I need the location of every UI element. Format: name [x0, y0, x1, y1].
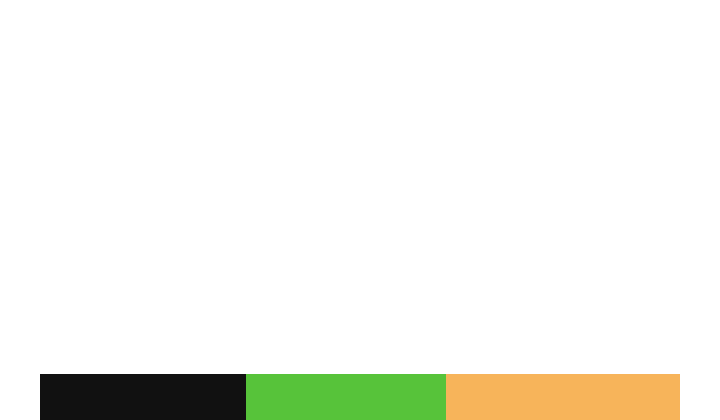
legend-edible-oils [446, 374, 680, 420]
second-half-year [0, 97, 720, 355]
previous-half-year [0, 0, 720, 86]
legend-glass [246, 374, 446, 420]
legend-mixed-waste [40, 374, 246, 420]
